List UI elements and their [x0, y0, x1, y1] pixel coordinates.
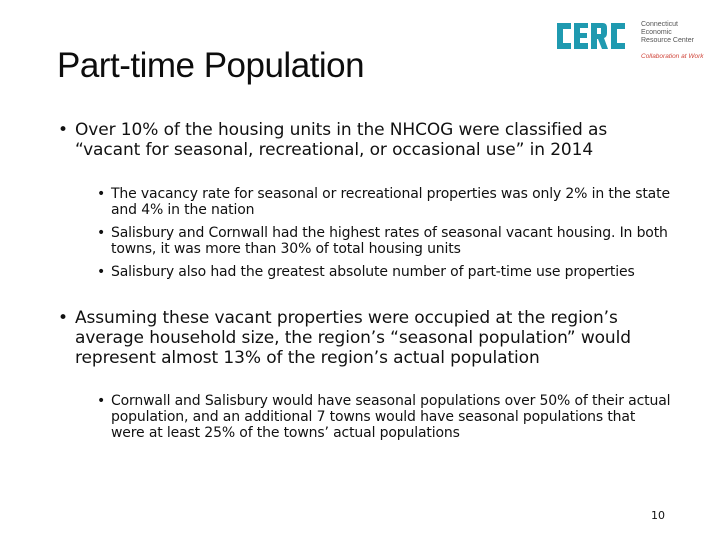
page-number: 10 — [651, 509, 665, 522]
bullet-item: • Over 10% of the housing units in the NHCOG were classified as “vacant for seasonal, recreational, or occasional use” in 2014 — [58, 120, 608, 160]
bullet-marker: • — [97, 186, 106, 202]
bullet-marker: • — [97, 393, 106, 409]
slide-title: Part-time Population — [57, 46, 365, 85]
sub-bullet-item: • Salisbury also had the greatest absolute number of part-time use properties — [97, 264, 635, 280]
cerc-logo — [555, 19, 705, 69]
sub-bullet-item: • The vacancy rate for seasonal or recreational properties was only 2% in the state and 4% in the nation — [97, 186, 670, 218]
logo-name: Connecticut Economic Resource Center — [641, 21, 694, 44]
bullet-marker: • — [97, 264, 106, 280]
cerc-logo-mark — [555, 19, 635, 53]
bullet-marker: • — [97, 225, 106, 241]
bullet-marker: • — [58, 308, 68, 328]
sub-bullet-item: • Cornwall and Salisbury would have seasonal populations over 50% of their actual population, and an additional 7 towns would have seasonal populations that were at least 25% of the towns’ actual populations — [97, 393, 671, 441]
bullet-marker: • — [58, 120, 68, 140]
sub-bullet-item: • Salisbury and Cornwall had the highest rates of seasonal vacant housing. In both towns, it was more than 30% of total housing units — [97, 225, 668, 257]
logo-tagline: Collaboration at Work — [641, 53, 704, 60]
bullet-item: • Assuming these vacant properties were occupied at the region’s average household size, the region’s “seasonal population” would represent almost 13% of the region’s actual population — [58, 308, 631, 368]
